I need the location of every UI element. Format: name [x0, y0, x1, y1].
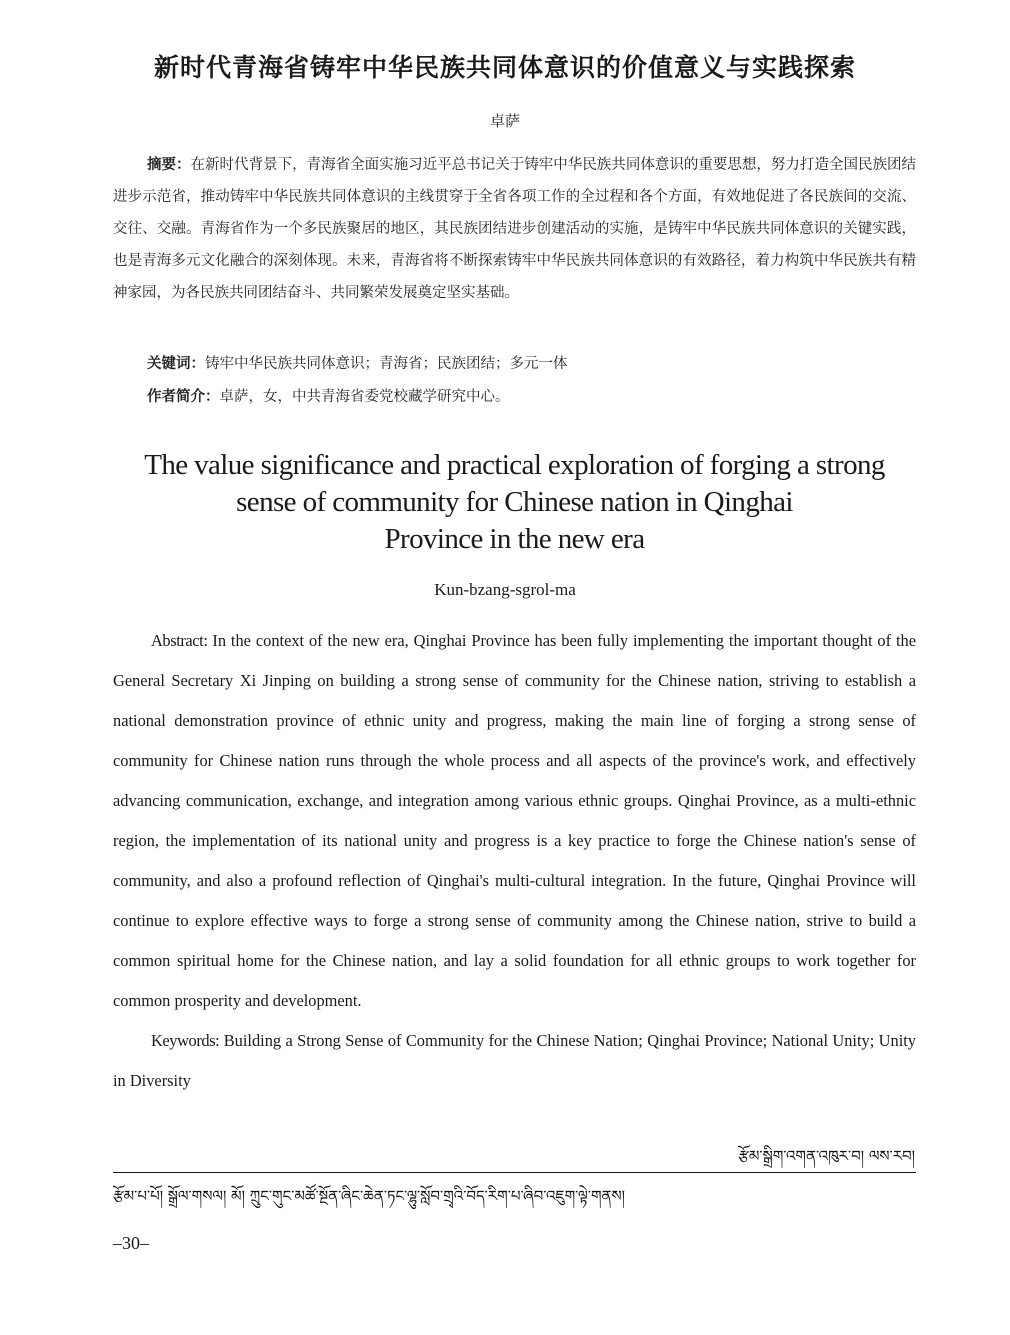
- tibetan-author-line: རྩོམ་པ་པོ། སྒྲོལ་གསལ། མོ། ཀྲུང་གུང་མཚོ་སྔོན་ཞིང་ཆེན་ཏང་ལྷུ་སློབ་གྲྭའི་བོད་རིག་པ་ཞིབ་འཇུག་ལྟེ་གནས།: [113, 1187, 626, 1205]
- english-title-line: Province in the new era: [384, 523, 645, 555]
- english-keywords-text: Building a Strong Sense of Community for the Chinese Nation; Qinghai Province; National Unity; Unity in Diversity: [113, 1031, 916, 1090]
- english-author: Kun-bzang-sgrol-ma: [434, 580, 576, 599]
- chinese-keywords: [113, 348, 916, 380]
- page-number: –30–: [113, 1233, 149, 1253]
- english-abstract: [113, 621, 916, 1021]
- chinese-abstract-label: 摘要：: [147, 157, 191, 173]
- chinese-title: 新时代青海省铸牢中华民族共同体意识的价值意义与实践探索: [153, 53, 856, 82]
- english-title: [113, 447, 916, 558]
- english-title-line: The value significance and practical exploration of forging a strong: [144, 449, 885, 481]
- chinese-bio-text: 卓萨，女，中共青海省委党校藏学研究中心。: [219, 389, 510, 405]
- english-title-line: sense of community for Chinese nation in Qinghai: [236, 486, 793, 518]
- english-abstract-text: In the context of the new era, Qinghai Province has been fully implementing the important thought of the General Secretary Xi Jinping on building a strong sense of community for the Chinese nation, striving to establish a national demonstration province of ethnic unity and progress, making the main line of forging a strong sense of community for Chinese nation runs through the whole process and all aspects of the province's work, and effectively advancing communication, exchange, and integration among various ethnic groups. Qinghai Province, as a multi-ethnic region, the implementation of its national unity and progress is a key practice to forge the Chinese nation's sense of community, and also a profound reflection of Qinghai's multi-cultural integration. In the future, Qinghai Province will continue to explore effective ways to forge a strong sense of community among the Chinese nation, strive to build a common spiritual home for the Chinese nation, and lay a solid foundation for all ethnic groups to work together for common prosperity and development.: [113, 631, 916, 1010]
- chinese-author: 卓萨: [489, 112, 520, 130]
- chinese-keywords-label: 关键词：: [147, 356, 205, 372]
- english-keywords-label: Keywords:: [151, 1031, 220, 1050]
- chinese-abstract-text: 在新时代背景下，青海省全面实施习近平总书记关于铸牢中华民族共同体意识的重要思想，努力打造全国民族团结进步示范省，推动铸牢中华民族共同体意识的主线贯穿于全省各项工作的全过程和各个方面，有效地促进了各民族间的交流、交往、交融。青海省作为一个多民族聚居的地区，其民族团结进步创建活动的实施，是铸牢中华民族共同体意识的关键实践，也是青海多元文化融合的深刻体现。未来，青海省将不断探索铸牢中华民族共同体意识的有效路径，着力构筑中华民族共有精神家园，为各民族共同团结奋斗、共同繁荣发展奠定坚实基础。: [113, 157, 916, 301]
- footer-divider: [113, 1172, 916, 1173]
- english-abstract-label: Abstract:: [151, 631, 208, 650]
- chinese-author-bio: [113, 381, 916, 413]
- chinese-abstract: [113, 149, 916, 309]
- tibetan-editor-line: རྩོམ་སྒྲིག་འགན་འཁུར་བ། ལས་རབ།: [738, 1147, 915, 1165]
- chinese-bio-label: 作者简介：: [147, 389, 220, 405]
- chinese-keywords-text: 铸牢中华民族共同体意识；青海省；民族团结；多元一体: [205, 356, 568, 372]
- english-keywords: [113, 1021, 916, 1101]
